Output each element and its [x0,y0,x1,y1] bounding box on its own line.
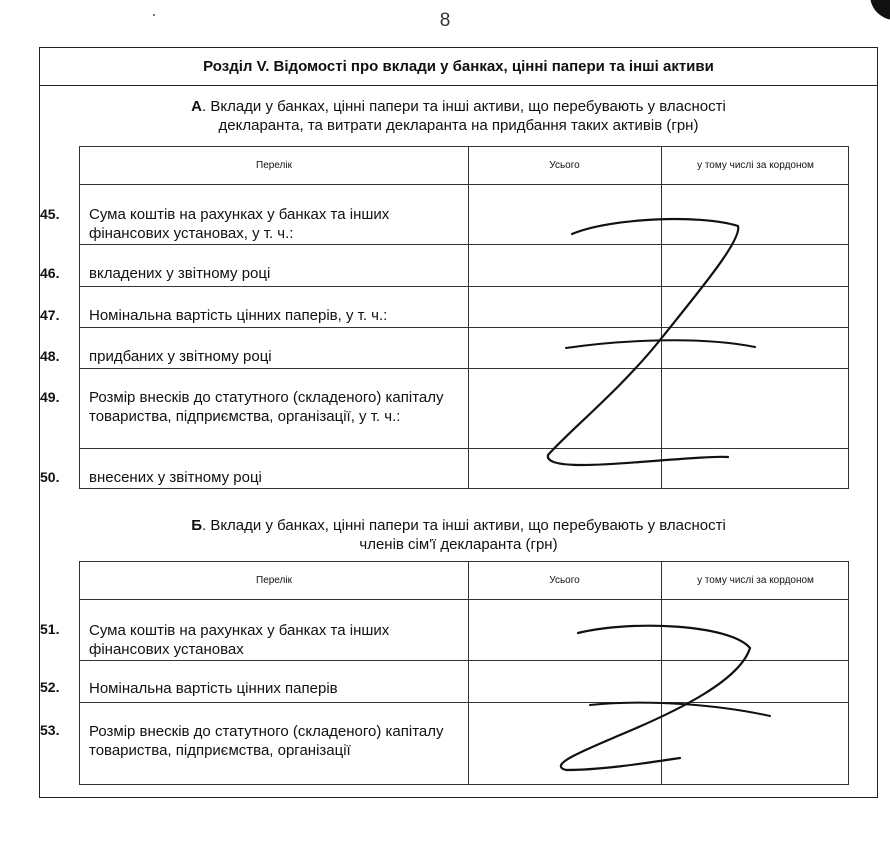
row-number: 53. [40,722,60,738]
page-number: 8 [439,10,451,31]
part-a-heading-line1 [39,97,878,116]
part-a-letter: А [191,98,203,115]
part-b-heading-text: . Вклади у банках, цінні папери та інші активи, що перебувають у власності [201,517,726,534]
part-a-heading-line2: декларанта, та витрати декларанта на придбання таких активів (грн) [218,117,699,134]
column-header-abroad: у тому числі за кордоном [697,575,814,586]
part-a-heading-text: . Вклади у банках, цінні папери та інші активи, що перебувають у власності [202,98,726,115]
column-header-total: Усього [549,160,580,171]
row-number: 47. [40,307,60,323]
row-48-label: придбаних у звітному році [89,348,272,365]
part-b-header-row [80,562,848,600]
part-b-heading [39,516,878,554]
row-number: 45. [40,206,60,222]
part-a-table [79,146,849,489]
row-45-label: Сума коштів на рахунках у банках та інших фінансових установах, у т. ч.: [89,206,390,242]
column-header-list: Перелік [256,575,292,586]
column-header-abroad: у тому числі за кордоном [697,160,814,171]
row-51-label: Сума коштів на рахунках у банках та інших фінансових установах [89,622,390,658]
row-number: 51. [40,621,60,637]
part-b-heading-line2: членів сім'ї декларанта (грн) [359,536,558,553]
section-title: Розділ V. Відомості про вклади у банках, цінні папери та інші активи [40,48,877,86]
row-53-label: Розмір внесків до статутного (складеного) капіталу товариства, підприємства, організації [89,723,444,759]
row-52-label: Номінальна вартість цінних паперів [89,680,338,697]
row-number: 48. [40,348,60,364]
part-b-heading-line1 [39,516,878,535]
row-46-label: вкладених у звітному році [89,265,271,282]
part-a-heading [39,97,878,135]
row-49-label: Розмір внесків до статутного (складеного) капіталу товариства, підприємства, організації, у т. ч.: [89,389,444,425]
part-b-table [79,561,849,785]
row-number: 46. [40,265,60,281]
row-50-label: внесених у звітному році [89,469,262,486]
row-number: 50. [40,469,60,485]
column-header-list: Перелік [256,160,292,171]
part-a-header-row [80,147,848,185]
part-b-letter: Б [191,517,202,534]
column-header-total: Усього [549,575,580,586]
row-number: 52. [40,679,60,695]
row-number: 49. [40,389,60,405]
row-47-label: Номінальна вартість цінних паперів, у т. ч.: [89,307,388,324]
